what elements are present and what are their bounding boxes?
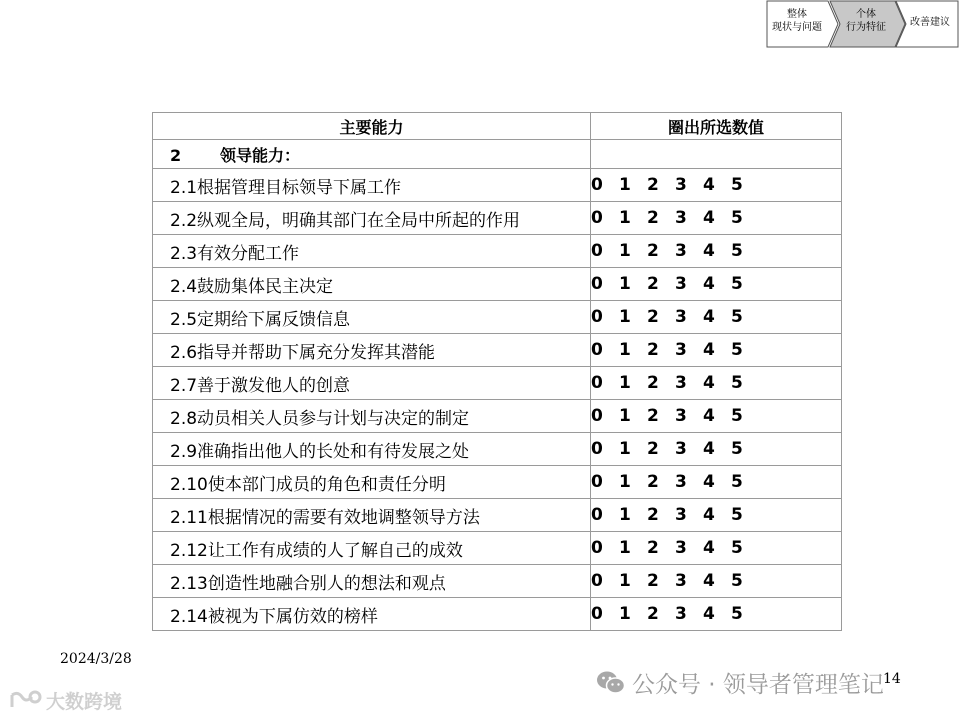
score-option[interactable]: 1 [619,373,631,393]
score-option[interactable]: 5 [731,175,743,195]
score-option[interactable]: 1 [619,538,631,558]
score-option[interactable]: 1 [619,340,631,360]
table-row [153,202,842,235]
ability-label: 2.1根据管理目标领导下属工作 [153,169,591,202]
score-option[interactable]: 5 [731,439,743,459]
score-option[interactable]: 3 [675,175,687,195]
score-option[interactable]: 2 [647,373,659,393]
brand-watermark-text: 大数跨境 [46,691,123,713]
table-row [153,169,842,202]
score-option[interactable]: 1 [619,175,631,195]
score-options [591,598,842,631]
score-option[interactable]: 4 [703,340,715,360]
table-row [153,235,842,268]
score-options [591,466,842,499]
brand-watermark [8,687,122,716]
score-option[interactable]: 4 [703,175,715,195]
score-option[interactable]: 0 [591,175,603,195]
score-option[interactable]: 0 [591,406,603,426]
section-title-cell [153,140,591,169]
score-options [591,301,842,334]
table-row [153,499,842,532]
score-option[interactable]: 5 [731,373,743,393]
ability-label: 2.9准确指出他人的长处和有待发展之处 [153,433,591,466]
score-option[interactable]: 5 [731,274,743,294]
score-option[interactable]: 4 [703,208,715,228]
score-option[interactable]: 3 [675,274,687,294]
breadcrumb-item-overview[interactable] [766,0,836,48]
score-option[interactable]: 5 [731,208,743,228]
score-option[interactable]: 3 [675,241,687,261]
table-row [153,565,842,598]
ability-label: 2.8动员相关人员参与计划与决定的制定 [153,400,591,433]
score-option[interactable]: 2 [647,406,659,426]
score-option[interactable]: 2 [647,604,659,624]
score-option[interactable]: 4 [703,505,715,525]
score-option[interactable]: 0 [591,208,603,228]
score-option[interactable]: 0 [591,241,603,261]
breadcrumb-item-individual[interactable] [829,0,899,48]
score-option[interactable]: 1 [619,307,631,327]
wechat-watermark [596,666,884,702]
score-option[interactable]: 4 [703,373,715,393]
score-option[interactable]: 5 [731,505,743,525]
score-option[interactable]: 3 [675,538,687,558]
score-option[interactable]: 3 [675,505,687,525]
score-option[interactable]: 2 [647,274,659,294]
section-score-cell [591,140,842,169]
score-options [591,565,842,598]
score-options [591,268,842,301]
score-option[interactable]: 4 [703,307,715,327]
wechat-icon [596,670,626,702]
score-option[interactable]: 4 [703,472,715,492]
score-options [591,532,842,565]
score-options [591,400,842,433]
score-options [591,433,842,466]
ability-label: 2.12让工作有成绩的人了解自己的成效 [153,532,591,565]
score-option[interactable]: 2 [647,571,659,591]
score-option[interactable]: 2 [647,307,659,327]
ability-label: 2.14被视为下属仿效的榜样 [153,598,591,631]
score-options [591,334,842,367]
table-row [153,433,842,466]
score-option[interactable]: 1 [619,571,631,591]
score-option[interactable]: 2 [647,538,659,558]
table-header-row [153,113,842,140]
table-row [153,532,842,565]
score-option[interactable]: 3 [675,571,687,591]
wechat-watermark-text: 公众号 · 领导者管理笔记 [632,672,884,698]
score-option[interactable]: 4 [703,439,715,459]
table-row [153,367,842,400]
score-option[interactable]: 4 [703,538,715,558]
score-option[interactable]: 1 [619,505,631,525]
score-options [591,169,842,202]
table-row [153,400,842,433]
score-option[interactable]: 4 [703,604,715,624]
breadcrumb-line: 现状与问题 [772,22,822,33]
score-option[interactable]: 5 [731,340,743,360]
score-option[interactable]: 2 [647,505,659,525]
score-option[interactable]: 2 [647,208,659,228]
score-option[interactable]: 4 [703,406,715,426]
table-row [153,598,842,631]
breadcrumb-item-suggestions[interactable] [895,0,960,48]
score-option[interactable]: 3 [675,373,687,393]
score-option[interactable]: 5 [731,472,743,492]
ability-label: 2.3有效分配工作 [153,235,591,268]
score-option[interactable]: 1 [619,208,631,228]
score-option[interactable]: 2 [647,472,659,492]
column-header-score: 圈出所选数值 [591,113,842,140]
page-number: 14 [883,671,901,687]
score-options [591,202,842,235]
ability-label: 2.13创造性地融合别人的想法和观点 [153,565,591,598]
score-option[interactable]: 2 [647,241,659,261]
score-option[interactable]: 4 [703,241,715,261]
score-option[interactable]: 1 [619,241,631,261]
section-title: 领导能力： [220,145,301,165]
score-option[interactable]: 0 [591,340,603,360]
score-option[interactable]: 3 [675,307,687,327]
score-option[interactable]: 0 [591,604,603,624]
score-option[interactable]: 2 [647,439,659,459]
ability-label: 2.11根据情况的需要有效地调整领导方法 [153,499,591,532]
score-option[interactable]: 3 [675,472,687,492]
score-option[interactable]: 0 [591,505,603,525]
score-option[interactable]: 0 [591,571,603,591]
breadcrumb-line: 个体 [856,9,876,20]
score-option[interactable]: 2 [647,175,659,195]
table-row [153,301,842,334]
breadcrumb-line: 改善建议 [910,17,950,28]
footer-date: 2024/3/28 [60,651,132,667]
score-option[interactable]: 3 [675,406,687,426]
ability-label: 2.2纵观全局，明确其部门在全局中所起的作用 [153,202,591,235]
score-option[interactable]: 0 [591,373,603,393]
score-option[interactable]: 3 [675,208,687,228]
score-option[interactable]: 2 [647,340,659,360]
score-option[interactable]: 5 [731,241,743,261]
table-row [153,268,842,301]
score-option[interactable]: 1 [619,274,631,294]
table-row [153,334,842,367]
ability-label: 2.7善于激发他人的创意 [153,367,591,400]
brand-logo-icon [8,689,42,716]
score-option[interactable]: 3 [675,439,687,459]
score-option[interactable]: 0 [591,307,603,327]
score-option[interactable]: 1 [619,604,631,624]
score-option[interactable]: 3 [675,604,687,624]
score-options [591,235,842,268]
column-header-ability: 主要能力 [153,113,591,140]
section-row [153,140,842,169]
table-row [153,466,842,499]
score-option[interactable]: 5 [731,538,743,558]
ability-label: 2.5定期给下属反馈信息 [153,301,591,334]
score-option[interactable]: 1 [619,472,631,492]
table-body [153,169,842,631]
breadcrumb-line: 整体 [787,9,807,20]
score-option[interactable]: 0 [591,472,603,492]
score-option[interactable]: 4 [703,571,715,591]
score-option[interactable]: 3 [675,340,687,360]
score-option[interactable]: 1 [619,406,631,426]
score-option[interactable]: 0 [591,274,603,294]
breadcrumb-line: 行为特征 [846,22,886,33]
score-option[interactable]: 0 [591,439,603,459]
ability-label: 2.10使本部门成员的角色和责任分明 [153,466,591,499]
score-options [591,367,842,400]
score-option[interactable]: 5 [731,307,743,327]
score-option[interactable]: 0 [591,538,603,558]
score-option[interactable]: 1 [619,439,631,459]
score-option[interactable]: 5 [731,604,743,624]
section-number: 2 [170,145,182,165]
score-options [591,499,842,532]
ability-label: 2.4鼓励集体民主决定 [153,268,591,301]
score-option[interactable]: 5 [731,406,743,426]
score-option[interactable]: 4 [703,274,715,294]
ability-label: 2.6指导并帮助下属充分发挥其潜能 [153,334,591,367]
score-option[interactable]: 5 [731,571,743,591]
leadership-ability-table [152,112,842,631]
